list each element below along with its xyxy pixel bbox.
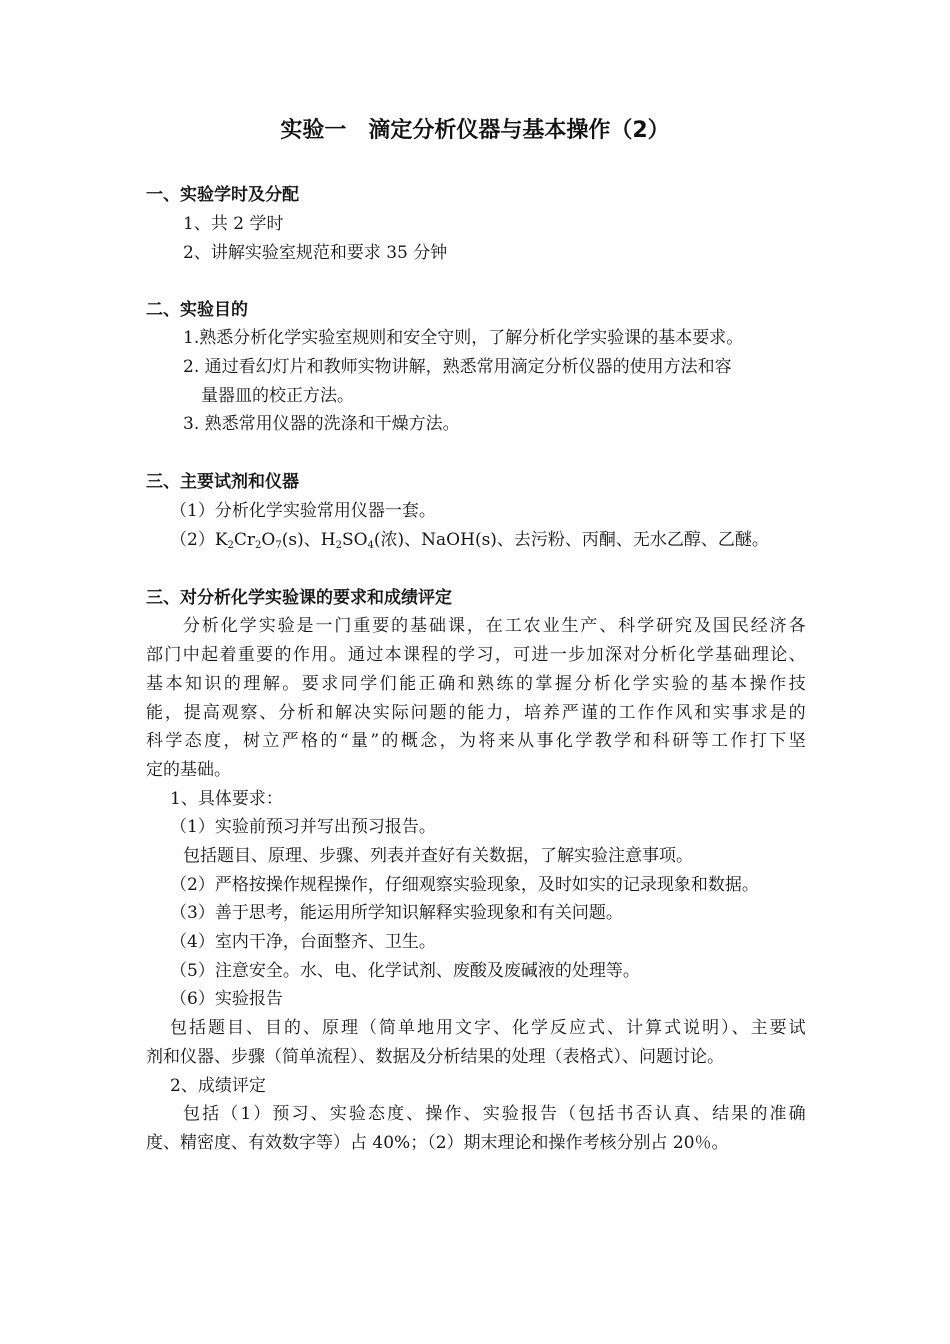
formula-so: SO xyxy=(341,530,368,550)
reagent-prefix: （2） xyxy=(170,530,215,550)
report-line-1: 包括题目、目的、原理（简单地用文字、化学反应式、计算式说明）、主要试 xyxy=(170,1018,806,1038)
section-heading-hours: 一、实验学时及分配 xyxy=(146,185,299,205)
requirement-4: （4）室内干净，台面整齐、卫生。 xyxy=(170,932,436,952)
grading-title: 2、成绩评定 xyxy=(170,1076,266,1096)
formula-k: K xyxy=(214,530,228,550)
requirement-1-detail: 包括题目、原理、步骤、列表并查好有关数据，了解实验注意事项。 xyxy=(183,846,693,866)
requirement-1: （1）实验前预习并写出预习报告。 xyxy=(170,817,436,837)
requirement-6: （6）实验报告 xyxy=(170,989,283,1009)
report-line-2: 剂和仪器、步骤（简单流程）、数据及分析结果的处理（表格式）、问题讨论。 xyxy=(146,1047,724,1067)
reagent-item-2 xyxy=(170,528,769,552)
intro-line-3: 基本知识的理解。要求同学们能正确和熟练的掌握分析化学实验的基本操作技 xyxy=(146,674,806,694)
section-heading-objectives: 二、实验目的 xyxy=(146,300,248,320)
formula-o: O xyxy=(261,530,276,550)
page-title: 实验一 滴定分析仪器与基本操作（2） xyxy=(280,118,670,143)
formula-h-sub: 2 xyxy=(335,540,342,551)
intro-line-2: 部门中起着重要的作用。通过本课程的学习，可进一步加深对分析化学基础理论、 xyxy=(146,645,806,665)
formula-so-sub: 4 xyxy=(367,540,374,551)
requirement-5: （5）注意安全。水、电、化学试剂、废酸及废碱液的处理等。 xyxy=(170,961,640,981)
intro-line-4: 能，提高观察、分析和解决实际问题的能力，培养严谨的工作作风和实事求是的 xyxy=(146,703,806,723)
intro-line-6: 定的基础。 xyxy=(146,760,231,780)
requirement-2: （2）严格按操作规程操作，仔细观察实验现象，及时如实的记录现象和数据。 xyxy=(170,875,759,895)
formula-cr: Cr xyxy=(233,530,256,550)
hours-item-2: 2、讲解实验室规范和要求 35 分钟 xyxy=(183,243,448,263)
grading-line-1: 包括（1）预习、实验态度、操作、实验报告（包括书否认真、结果的准确 xyxy=(183,1104,806,1124)
formula-cr-sub: 2 xyxy=(255,540,262,551)
reagent-rest: (浓)、NaOH(s)、去污粉、丙酮、无水乙醇、乙醚。 xyxy=(373,530,769,550)
grading-line-2: 度、精密度、有效数字等）占 40%；（2）期末理论和操作考核分别占 20％。 xyxy=(146,1133,729,1153)
objective-item-1: 1.熟悉分析化学实验室规则和安全守则，了解分析化学实验课的基本要求。 xyxy=(183,328,744,348)
hours-item-1: 1、共 2 学时 xyxy=(183,214,284,234)
objective-item-3: 3. 熟悉常用仪器的洗涤和干燥方法。 xyxy=(183,414,460,434)
reagent-item-1: （1）分析化学实验常用仪器一套。 xyxy=(170,501,436,521)
formula-o-sub: 7 xyxy=(275,540,282,551)
requirement-3: （3）善于思考，能运用所学知识解释实验现象和有关问题。 xyxy=(170,903,623,923)
formula-mid: (s)、H xyxy=(281,530,336,550)
section-heading-reagents: 三、主要试剂和仪器 xyxy=(146,472,299,492)
objective-item-2: 2. 通过看幻灯片和教师实物讲解，熟悉常用滴定分析仪器的使用方法和容 xyxy=(183,357,732,377)
requirements-title: 1、具体要求： xyxy=(170,789,283,809)
section-heading-requirements: 三、对分析化学实验课的要求和成绩评定 xyxy=(146,588,452,608)
intro-line-5: 科学态度，树立严格的“量”的概念，为将来从事化学教学和科研等工作打下坚 xyxy=(146,731,806,751)
objective-item-2-cont: 量器皿的校正方法。 xyxy=(201,386,354,406)
intro-line-1: 分析化学实验是一门重要的基础课，在工农业生产、科学研究及国民经济各 xyxy=(183,616,806,636)
formula-k-sub: 2 xyxy=(227,540,234,551)
